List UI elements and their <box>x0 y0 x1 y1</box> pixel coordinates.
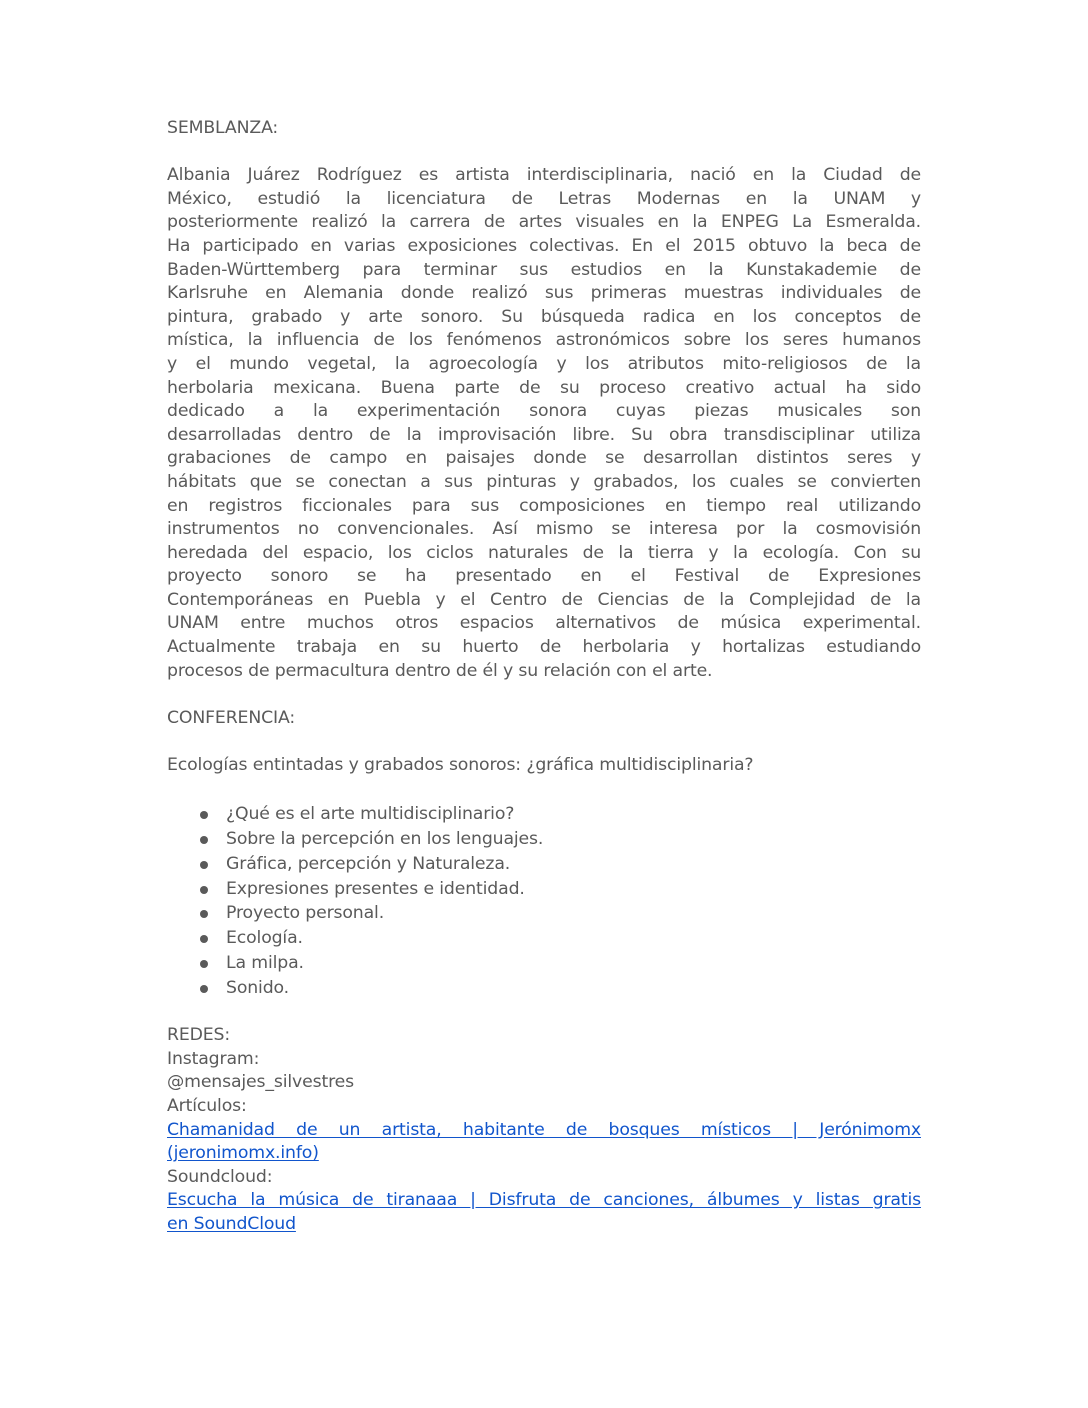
paragraph-line: Ha participado en varias exposiciones colectivas. En el 2015 obtuvo la beca de <box>167 235 921 256</box>
spacer <box>167 730 921 754</box>
topic-text: Expresiones presentes e identidad. <box>226 878 525 899</box>
topic-text: La milpa. <box>226 953 304 973</box>
spacer <box>167 683 921 707</box>
semblanza-heading: SEMBLANZA: <box>167 118 279 138</box>
paragraph-line: dedicado a la experimentación sonora cuyas piezas musicales son <box>167 401 921 422</box>
paragraph-line: proyecto sonoro se ha presentado en el Festival de Expresiones <box>167 566 921 587</box>
topic-text: Gráfica, percepción y Naturaleza. <box>226 853 511 874</box>
paragraph-line: México, estudió la licenciatura de Letras Modernas en la UNAM y <box>167 188 921 209</box>
topic-item <box>167 802 921 827</box>
semblanza-paragraph <box>167 164 921 683</box>
bullet-icon <box>200 910 208 918</box>
bullet-icon <box>200 935 208 943</box>
topic-item <box>167 951 921 976</box>
soundcloud-link[interactable]: Escucha la música de tiranaaa | Disfruta de canciones, álbumes y listas gratis <box>167 1190 921 1211</box>
instagram-label: Instagram: <box>167 1048 260 1069</box>
spacer <box>167 141 921 165</box>
topic-item <box>167 852 921 877</box>
articulo-link[interactable]: Chamanidad de un artista, habitante de bosques místicos | Jerónimomx <box>167 1119 921 1140</box>
paragraph-line: instrumentos no convencionales. Así mismo se interesa por la cosmovisión <box>167 519 921 540</box>
topic-text: Sonido. <box>226 977 289 998</box>
paragraph-line: heredada del espacio, los ciclos naturales de la tierra y la ecología. Con su <box>167 542 921 563</box>
spacer <box>167 778 921 802</box>
paragraph-line: procesos de permacultura dentro de él y su relación con el arte. <box>167 660 713 681</box>
paragraph-line: Karlsruhe en Alemania donde realizó sus primeras muestras individuales de <box>167 283 921 304</box>
topic-text: ¿Qué es el arte multidisciplinario? <box>226 804 515 825</box>
bullet-icon <box>200 836 208 844</box>
paragraph-line: grabaciones de campo en paisajes donde se desarrollan distintos seres y <box>167 448 921 469</box>
paragraph-line: posteriormente realizó la carrera de artes visuales en la ENPEG La Esmeralda. <box>167 212 921 233</box>
soundcloud-link-continuation[interactable]: en SoundCloud <box>167 1213 296 1234</box>
topic-text: Ecología. <box>226 928 303 949</box>
bullet-icon <box>200 985 208 993</box>
redes-heading: REDES: <box>167 1025 231 1046</box>
topic-item <box>167 926 921 951</box>
topic-text: Sobre la percepción en los lenguajes. <box>226 829 544 850</box>
document-page <box>167 117 921 1237</box>
instagram-handle: @mensajes_silvestres <box>167 1072 354 1093</box>
bullet-icon <box>200 960 208 968</box>
paragraph-line: desarrolladas dentro de la improvisación libre. Su obra transdisciplinar utiliza <box>167 424 921 445</box>
paragraph-line: y el mundo vegetal, la agroecología y los atributos mito-religiosos de la <box>167 353 921 374</box>
topic-text: Proyecto personal. <box>226 903 385 924</box>
conferencia-heading: CONFERENCIA: <box>167 707 296 728</box>
paragraph-line: pintura, grabado y arte sonoro. Su búsqueda radica en los conceptos de <box>167 306 921 327</box>
paragraph-line: en registros ficcionales para sus composiciones en tiempo real utilizando <box>167 495 921 516</box>
topic-item <box>167 827 921 852</box>
paragraph-line: hábitats que se conectan a sus pinturas y grabados, los cuales se convierten <box>167 471 921 492</box>
bullet-icon <box>200 886 208 894</box>
conference-topics-list <box>167 802 921 1000</box>
spacer <box>167 1001 921 1025</box>
paragraph-line: mística, la influencia de los fenómenos astronómicos sobre los seres humanos <box>167 330 921 351</box>
topic-item <box>167 877 921 902</box>
topic-item <box>167 901 921 926</box>
articulo-link-continuation[interactable]: (jeronimomx.info) <box>167 1143 319 1164</box>
conference-title: Ecologías entintadas y grabados sonoros: ¿gráfica multidisciplinaria? <box>167 755 754 776</box>
paragraph-line: Contemporáneas en Puebla y el Centro de Ciencias de la Complejidad de la <box>167 589 921 610</box>
paragraph-line: Actualmente trabaja en su huerto de herbolaria y hortalizas estudiando <box>167 637 921 658</box>
bullet-icon <box>200 811 208 819</box>
paragraph-line: Baden-Württemberg para terminar sus estudios en la Kunstakademie de <box>167 259 921 280</box>
topic-item <box>167 976 921 1001</box>
paragraph-line: Albania Juárez Rodríguez es artista interdisciplinaria, nació en la Ciudad de <box>167 165 921 186</box>
paragraph-line: herbolaria mexicana. Buena parte de su proceso creativo actual ha sido <box>167 377 921 398</box>
paragraph-line: UNAM entre muchos otros espacios alternativos de música experimental. <box>167 613 921 634</box>
articulos-label: Artículos: <box>167 1095 247 1116</box>
bullet-icon <box>200 861 208 869</box>
soundcloud-label: Soundcloud: <box>167 1166 273 1187</box>
